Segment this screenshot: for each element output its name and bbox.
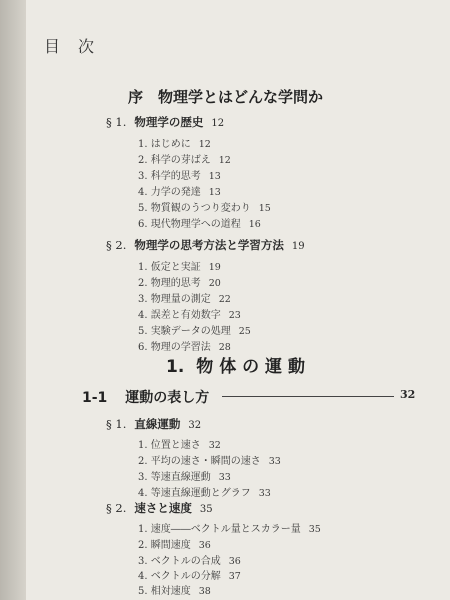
toc-item-page: 33 <box>258 488 271 499</box>
toc-item <box>138 306 241 321</box>
chapter-title <box>166 352 305 377</box>
toc-item-page: 20 <box>208 278 221 289</box>
section-page: 32 <box>188 420 202 431</box>
toc-item-label: 3. ベクトルの合成 <box>138 556 221 567</box>
toc-item-page: 33 <box>268 456 281 467</box>
section-heading <box>106 500 213 516</box>
toc-item <box>138 199 271 214</box>
toc-item-label: 1. はじめに <box>138 139 191 150</box>
toc-item-page: 32 <box>208 440 221 451</box>
toc-item-page: 22 <box>218 294 231 305</box>
subchapter-title: 運動の表し方 <box>125 390 210 406</box>
section-heading <box>106 416 201 432</box>
toc-item-label: 5. 実験データの処理 <box>138 326 231 337</box>
toc-item-label: 4. ベクトルの分解 <box>138 571 221 582</box>
toc-item-label: 4. 誤差と有効数字 <box>138 310 221 321</box>
toc-item-page: 19 <box>208 262 221 273</box>
toc-item-page: 28 <box>218 342 231 353</box>
section-title: 速さと速度 <box>134 501 192 515</box>
toc-item-label: 6. 物理の学習法 <box>138 342 211 353</box>
toc-item-label: 2. 物理的思考 <box>138 278 201 289</box>
toc-item-page: 36 <box>228 556 241 567</box>
toc-item <box>138 183 221 198</box>
toc-item-page: 15 <box>258 203 271 214</box>
toc-item <box>138 167 221 182</box>
preface-title: 序 物理学とはどんな学問か <box>128 88 324 106</box>
toc-item <box>138 452 281 467</box>
toc-item <box>138 215 261 230</box>
chapter-number: 1. <box>166 357 185 377</box>
toc-item <box>138 484 271 499</box>
section-title: 直線運動 <box>134 417 181 431</box>
toc-item-label: 2. 瞬間速度 <box>138 540 191 551</box>
toc-item <box>138 567 241 582</box>
toc-item-label: 1. 速度――ベクトル量とスカラー量 <box>138 524 301 535</box>
toc-item <box>138 338 231 353</box>
toc-item-page: 12 <box>218 155 231 166</box>
toc-item <box>138 258 221 273</box>
toc-item-label: 4. 等速直線運動とグラフ <box>138 488 251 499</box>
section-mark: § 2. <box>106 501 127 515</box>
toc-item-label: 3. 物理量の測定 <box>138 294 211 305</box>
toc-item-label: 1. 仮定と実証 <box>138 262 201 273</box>
toc-item-label: 2. 科学の芽ばえ <box>138 155 211 166</box>
section-mark: § 1. <box>106 115 127 129</box>
leader-rule <box>222 396 394 397</box>
toc-item-label: 6. 現代物理学への道程 <box>138 219 241 230</box>
subchapter-heading <box>82 387 209 407</box>
section-mark: § 1. <box>106 417 127 431</box>
toc-item <box>138 135 211 150</box>
toc-item <box>138 290 231 305</box>
toc-item-page: 37 <box>228 571 241 582</box>
toc-item <box>138 520 321 535</box>
toc-item-label: 5. 物質観のうつり変わり <box>138 203 251 214</box>
toc-item <box>138 582 211 597</box>
toc-item <box>138 322 251 337</box>
toc-item-label: 3. 科学的思考 <box>138 171 201 182</box>
toc-item-page: 13 <box>208 171 221 182</box>
toc-item-label: 4. 力学の発達 <box>138 187 201 198</box>
toc-item-page: 16 <box>248 219 261 230</box>
toc-page <box>26 0 450 600</box>
toc-item-page: 33 <box>218 472 231 483</box>
toc-item-page: 13 <box>208 187 221 198</box>
toc-item-label: 2. 平均の速さ・瞬間の速さ <box>138 456 261 467</box>
toc-item <box>138 468 231 483</box>
toc-item-label: 1. 位置と速さ <box>138 440 201 451</box>
page-binding-edge <box>0 0 26 600</box>
toc-item <box>138 536 211 551</box>
toc-item-label: 5. 相対速度 <box>138 586 191 597</box>
toc-item-page: 35 <box>308 524 321 535</box>
toc-item-page: 38 <box>198 586 211 597</box>
section-title: 物理学の歴史 <box>134 115 204 129</box>
toc-item-page: 36 <box>198 540 211 551</box>
section-page: 12 <box>211 118 225 129</box>
subchapter-number: 1-1 <box>82 390 108 406</box>
toc-item <box>138 151 231 166</box>
toc-item <box>138 436 221 451</box>
toc-item <box>138 552 241 567</box>
section-title: 物理学の思考方法と学習方法 <box>134 238 284 252</box>
section-page: 35 <box>199 504 213 515</box>
subchapter-page: 32 <box>400 388 416 401</box>
toc-item-label: 3. 等速直線運動 <box>138 472 211 483</box>
section-mark: § 2. <box>106 238 127 252</box>
toc-item-page: 12 <box>198 139 211 150</box>
section-heading <box>106 237 305 253</box>
toc-item-page: 23 <box>228 310 241 321</box>
chapter-name: 物 体 の 運 動 <box>196 357 305 377</box>
toc-item <box>138 274 221 289</box>
toc-header: 目 次 <box>44 37 96 56</box>
toc-item-page: 25 <box>238 326 251 337</box>
section-heading <box>106 114 224 130</box>
section-page: 19 <box>291 241 305 252</box>
